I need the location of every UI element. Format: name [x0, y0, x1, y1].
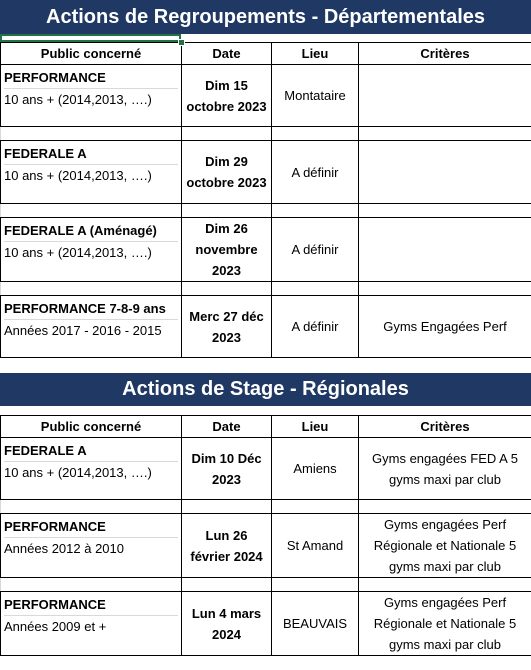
- section-title-regroupements: [0, 0, 531, 34]
- age-text: Années 2009 et +: [4, 615, 178, 637]
- stage-table: [0, 415, 531, 656]
- header-criteres[interactable]: Critères: [359, 416, 531, 438]
- public-cell[interactable]: [1, 141, 182, 204]
- empty-cell[interactable]: [272, 127, 359, 141]
- level-text: FEDERALE A: [4, 443, 87, 458]
- empty-cell[interactable]: [359, 282, 531, 296]
- empty-cell[interactable]: [182, 500, 272, 514]
- level-text: PERFORMANCE: [4, 519, 106, 534]
- age-text: 10 ans + (2014,2013, ….): [4, 164, 178, 186]
- table-row: [1, 592, 531, 656]
- empty-cell[interactable]: [272, 204, 359, 218]
- section-title-stage: [0, 373, 531, 406]
- date-cell[interactable]: Dim 15 octobre 2023: [182, 65, 272, 127]
- section-title-text: Actions de Stage - Régionales: [122, 378, 409, 400]
- empty-cell[interactable]: [359, 204, 531, 218]
- spacer-row: [1, 500, 531, 514]
- empty-cell[interactable]: [182, 127, 272, 141]
- lieu-cell[interactable]: St Amand: [272, 514, 359, 578]
- age-text: 10 ans + (2014,2013, ….): [4, 241, 178, 263]
- criteres-cell[interactable]: [359, 65, 531, 127]
- spacer-row: [1, 282, 531, 296]
- header-date[interactable]: Date: [182, 43, 272, 65]
- spacer-row: [1, 204, 531, 218]
- public-cell[interactable]: [1, 514, 182, 578]
- cell-selection[interactable]: [0, 34, 181, 42]
- empty-cell[interactable]: [1, 204, 182, 218]
- lieu-cell[interactable]: A définir: [272, 296, 359, 358]
- date-cell[interactable]: Lun 26 février 2024: [182, 514, 272, 578]
- level-text: PERFORMANCE: [4, 70, 106, 85]
- date-cell[interactable]: Dim 29 octobre 2023: [182, 141, 272, 204]
- age-text: 10 ans + (2014,2013, ….): [4, 88, 178, 110]
- level-text: FEDERALE A: [4, 146, 87, 161]
- empty-cell[interactable]: [1, 578, 182, 592]
- lieu-cell[interactable]: A définir: [272, 218, 359, 282]
- public-cell[interactable]: [1, 65, 182, 127]
- spacer-row: [1, 578, 531, 592]
- age-text: 10 ans + (2014,2013, ….): [4, 461, 178, 483]
- header-row: [1, 416, 531, 438]
- header-criteres[interactable]: Critères: [359, 43, 531, 65]
- date-cell[interactable]: Dim 26 novembre 2023: [182, 218, 272, 282]
- table-row: [1, 218, 531, 282]
- regroupements-table: [0, 42, 531, 358]
- criteres-cell[interactable]: Gyms engagées Perf Régionale et Nationale 5 gyms maxi par club: [359, 592, 531, 656]
- header-date[interactable]: Date: [182, 416, 272, 438]
- empty-cell[interactable]: [182, 204, 272, 218]
- public-cell[interactable]: [1, 592, 182, 656]
- lieu-cell[interactable]: A définir: [272, 141, 359, 204]
- public-cell[interactable]: [1, 438, 182, 500]
- empty-cell[interactable]: [359, 578, 531, 592]
- criteres-cell[interactable]: [359, 218, 531, 282]
- table-row: [1, 514, 531, 578]
- header-public[interactable]: Public concerné: [1, 416, 182, 438]
- table-row: [1, 296, 531, 358]
- lieu-cell[interactable]: Montataire: [272, 65, 359, 127]
- empty-cell[interactable]: [182, 282, 272, 296]
- level-text: PERFORMANCE: [4, 597, 106, 612]
- empty-cell[interactable]: [182, 578, 272, 592]
- date-cell[interactable]: Merc 27 déc 2023: [182, 296, 272, 358]
- empty-cell[interactable]: [359, 127, 531, 141]
- header-lieu[interactable]: Lieu: [272, 416, 359, 438]
- criteres-cell[interactable]: Gyms engagées Perf Régionale et Nationale 5 gyms maxi par club: [359, 514, 531, 578]
- level-text: FEDERALE A (Aménagé): [4, 223, 157, 238]
- public-cell[interactable]: [1, 296, 182, 358]
- header-row: [1, 43, 531, 65]
- table-row: [1, 141, 531, 204]
- age-text: Années 2017 - 2016 - 2015: [4, 319, 178, 341]
- level-text: PERFORMANCE 7-8-9 ans: [4, 301, 166, 316]
- empty-cell[interactable]: [1, 282, 182, 296]
- header-public[interactable]: Public concerné: [1, 43, 182, 65]
- table-row: [1, 65, 531, 127]
- empty-cell[interactable]: [272, 578, 359, 592]
- section-title-text: Actions de Regroupements - Départementales: [46, 5, 485, 28]
- empty-cell[interactable]: [359, 500, 531, 514]
- lieu-cell[interactable]: Amiens: [272, 438, 359, 500]
- empty-cell[interactable]: [272, 500, 359, 514]
- age-text: Années 2012 à 2010: [4, 537, 178, 559]
- criteres-cell[interactable]: Gyms Engagées Perf: [359, 296, 531, 358]
- empty-cell[interactable]: [272, 282, 359, 296]
- table-row: [1, 438, 531, 500]
- empty-cell[interactable]: [1, 127, 182, 141]
- date-cell[interactable]: Dim 10 Déc 2023: [182, 438, 272, 500]
- criteres-cell[interactable]: [359, 141, 531, 204]
- fill-handle[interactable]: [178, 39, 185, 46]
- public-cell[interactable]: [1, 218, 182, 282]
- criteres-cell[interactable]: Gyms engagées FED A 5 gyms maxi par club: [359, 438, 531, 500]
- header-lieu[interactable]: Lieu: [272, 43, 359, 65]
- lieu-cell[interactable]: BEAUVAIS: [272, 592, 359, 656]
- empty-cell[interactable]: [1, 500, 182, 514]
- spacer-row: [1, 127, 531, 141]
- date-cell[interactable]: Lun 4 mars 2024: [182, 592, 272, 656]
